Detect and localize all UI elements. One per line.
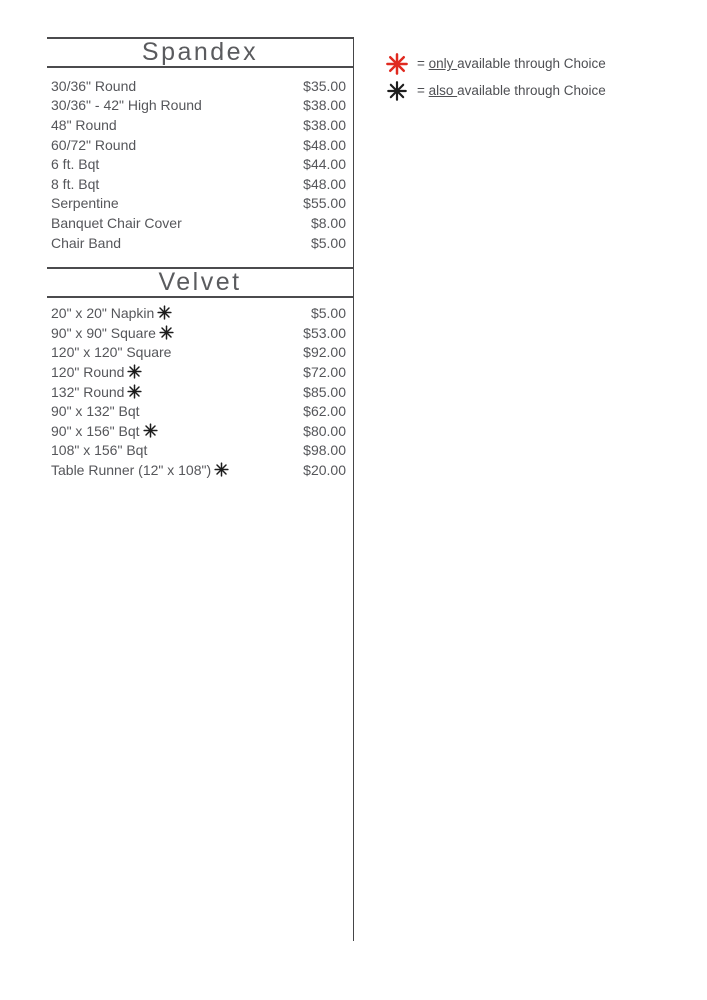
legend-underlined-word: only bbox=[428, 56, 458, 71]
item-price: $62.00 bbox=[303, 403, 346, 420]
legend-rest: available through Choice bbox=[457, 56, 606, 71]
item-name: 48" Round bbox=[51, 116, 117, 133]
item-price: $80.00 bbox=[303, 422, 346, 439]
section-velvet bbox=[47, 267, 353, 485]
price-row bbox=[47, 76, 353, 96]
item-price: $92.00 bbox=[303, 344, 346, 361]
item-price: $53.00 bbox=[303, 324, 346, 341]
asterisk-black-icon bbox=[159, 325, 174, 340]
item-price: $20.00 bbox=[303, 461, 346, 478]
legend-item-only bbox=[386, 50, 606, 77]
price-list bbox=[47, 298, 353, 485]
asterisk-black-icon bbox=[214, 462, 229, 477]
item-name: 108" x 156" Bqt bbox=[51, 442, 148, 459]
item-price: $38.00 bbox=[303, 97, 346, 114]
price-row bbox=[47, 135, 353, 155]
price-row bbox=[47, 421, 353, 441]
legend-text bbox=[417, 83, 606, 98]
item-name: Banquet Chair Cover bbox=[51, 214, 182, 231]
section-title: Spandex bbox=[47, 37, 353, 68]
item-name: 90" x 132" Bqt bbox=[51, 403, 140, 420]
section-spandex bbox=[47, 37, 353, 258]
item-name: 30/36" Round bbox=[51, 77, 137, 94]
asterisk-red-icon bbox=[386, 53, 408, 75]
item-name: Table Runner (12" x 108") bbox=[51, 461, 212, 478]
asterisk-black-icon bbox=[387, 81, 407, 101]
item-name: 6 ft. Bqt bbox=[51, 156, 100, 173]
item-price: $35.00 bbox=[303, 77, 346, 94]
price-list bbox=[47, 68, 353, 258]
legend bbox=[386, 50, 606, 104]
item-name: 60/72" Round bbox=[51, 136, 137, 153]
legend-underlined-word: also bbox=[428, 83, 458, 98]
equals-sign: = bbox=[417, 83, 429, 98]
asterisk-black-icon bbox=[127, 384, 142, 399]
price-row bbox=[47, 303, 353, 323]
item-name: 30/36" - 42" High Round bbox=[51, 97, 202, 114]
legend-rest: available through Choice bbox=[457, 83, 606, 98]
item-name: 90" x 156" Bqt bbox=[51, 422, 140, 439]
item-price: $5.00 bbox=[310, 305, 346, 322]
item-name: 8 ft. Bqt bbox=[51, 175, 100, 192]
price-row bbox=[47, 362, 353, 382]
legend-item-also bbox=[386, 77, 606, 104]
item-price: $98.00 bbox=[303, 442, 346, 459]
price-row bbox=[47, 382, 353, 402]
price-row bbox=[47, 343, 353, 363]
price-row bbox=[47, 96, 353, 116]
item-price: $44.00 bbox=[303, 156, 346, 173]
asterisk-black-icon bbox=[127, 364, 142, 379]
price-row bbox=[47, 115, 353, 135]
item-name: 90" x 90" Square bbox=[51, 324, 156, 341]
item-name: 20" x 20" Napkin bbox=[51, 305, 155, 322]
item-name: Serpentine bbox=[51, 195, 119, 212]
item-price: $55.00 bbox=[303, 195, 346, 212]
equals-sign: = bbox=[417, 56, 429, 71]
asterisk-black-icon bbox=[143, 423, 158, 438]
legend-text bbox=[417, 56, 606, 71]
item-price: $38.00 bbox=[303, 116, 346, 133]
item-price: $48.00 bbox=[303, 136, 346, 153]
item-name: 120" Round bbox=[51, 363, 125, 380]
price-row bbox=[47, 401, 353, 421]
item-price: $85.00 bbox=[303, 383, 346, 400]
section-title: Velvet bbox=[47, 267, 353, 298]
item-name: 132" Round bbox=[51, 383, 125, 400]
price-list-column bbox=[47, 37, 354, 941]
item-price: $8.00 bbox=[310, 214, 346, 231]
price-row bbox=[47, 154, 353, 174]
price-row bbox=[47, 460, 353, 480]
asterisk-black-icon bbox=[157, 305, 172, 320]
price-row bbox=[47, 441, 353, 461]
price-row bbox=[47, 174, 353, 194]
price-row bbox=[47, 323, 353, 343]
item-price: $5.00 bbox=[310, 234, 346, 251]
price-row bbox=[47, 233, 353, 253]
item-name: Chair Band bbox=[51, 234, 122, 251]
item-name: 120" x 120" Square bbox=[51, 344, 172, 361]
price-row bbox=[47, 194, 353, 214]
price-row bbox=[47, 213, 353, 233]
item-price: $72.00 bbox=[303, 363, 346, 380]
item-price: $48.00 bbox=[303, 175, 346, 192]
